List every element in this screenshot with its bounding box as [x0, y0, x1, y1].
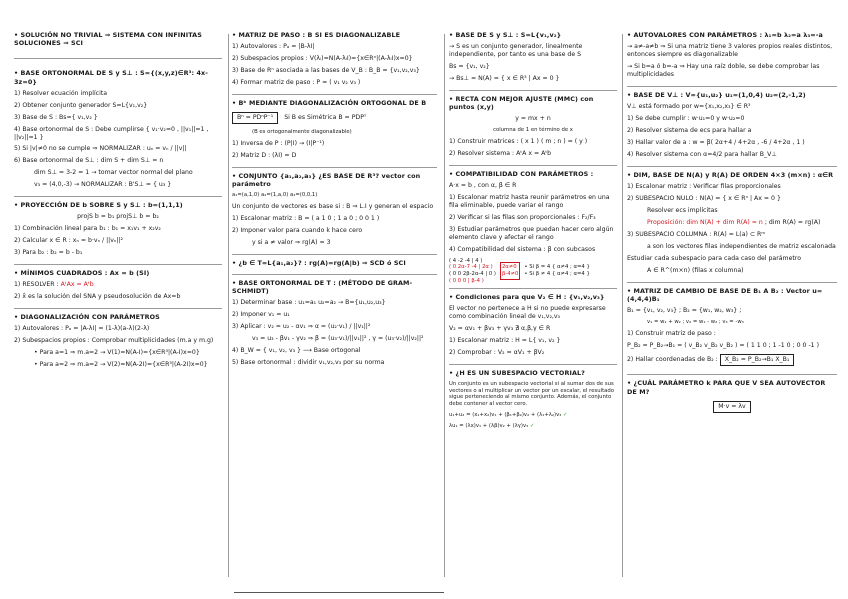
text-line [627, 400, 837, 414]
text-line: v₁ = w₁ + w₂ ; v₂ = w₁ - w₂ ; v₃ = -w₃ [647, 318, 744, 325]
subcases [524, 264, 589, 278]
subcase: • Si β = 4 { α≠4 ; α=4 } [524, 264, 590, 271]
text-line: 2) Subespacios propios : Comprobar multiplicidades (m.a y m.g) [14, 337, 214, 345]
section-condiciones-h [449, 292, 617, 365]
text-fragment: Si B es Simétrica B = PDPᵀ [284, 114, 367, 122]
matrix-row: ( 0 2α-7 -4 | 2α ) [449, 264, 493, 271]
text-line: 4) Formar matriz de paso : P = ( v₁ v₂ v₃ ) [232, 79, 361, 86]
section-autovector-parametro [627, 378, 837, 420]
text-fragment: u₁+u₂ = (x₁+x₂)v₁ + (β₁+β₂)v₂ + (λ₁+λ₂)v₃ [449, 411, 562, 418]
text-line: El vector no pertenece a H si no puede expresarse como combinación lineal de v₁,v₂,v₃ [449, 304, 606, 320]
text-line: 3) Aplicar : v₂ = u₂ - αv₁ ⇒ α = (u₂·v₁) / ||v₁||² [232, 323, 371, 331]
text-line: B₁ = {v₁, v₂, v₃} ; B₂ = {w₁, w₂, w₃} ; [627, 306, 742, 314]
section-base-s-perp [449, 30, 617, 91]
condition: β-4≠0 [501, 271, 519, 278]
text-line: 1) Construir matrices : ( x 1 ) ( m ; n ) = ( y ) [449, 138, 588, 146]
text-fragment: Proposición: [647, 218, 687, 226]
section-title: • BASE DE V⊥ : V={u₁,u₂} u₁=(1,0,4) u₂=(2,-1,2) [627, 91, 837, 99]
text-line: 1) Escalonar matriz : H = L{ v₁, v₂ } [449, 336, 561, 344]
subcase: • Si β ≠ 4 { α≠4 ; α=4 } [524, 271, 590, 278]
text-line: 1) Determinar base : u₁=a₁ u₂=a₂ → B={u₁,u₂,u₃} [232, 299, 386, 307]
text-line: → Si b=a ó b=-a ⇒ Hay una raíz doble, se debe comprobar las multiplicidades [627, 63, 820, 78]
section-compatibilidad [449, 169, 617, 289]
text-line: 6) Base ortonormal de S⊥ : dim S + dim S⊥ = n [14, 157, 164, 165]
section-b-en-t [232, 258, 437, 275]
text-line: 2) Obtener conjunto generador S=L{v₁,v₂} [14, 101, 148, 109]
text-line: 2) Verificar si las filas son proporcionales : F₂/F₃ [449, 213, 596, 221]
text-line: y = mx + n [515, 115, 551, 123]
section-title: • Bᵏ MEDIANTE DIAGONALIZACIÓN ORTOGONAL DE B [232, 99, 437, 107]
section-title: • COMPATIBILIDAD CON PARÁMETROS : [449, 170, 617, 178]
text-line: → S es un conjunto generador, linealmente independiente, por tanto es una base de S [449, 43, 583, 59]
section-dim-base-nucleo [627, 170, 837, 283]
bottom-divider [234, 592, 444, 593]
text-line: 4) Resolver sistema con α=4/2 para hallar B_V⊥ [627, 150, 777, 158]
section-solucion-no-trivial [14, 30, 222, 59]
text-line: A·x = b , con α, β ∈ R [449, 182, 517, 190]
section-title: • MÍNIMOS CUADRADOS : Ax = b (SI) [14, 269, 222, 277]
text-line [449, 423, 617, 430]
section-title: • Condiciones para que V₂ ∈ H : {v₁,v₂,v₃} [449, 293, 617, 301]
text-line [627, 353, 837, 367]
section-title: • DIAGONALIZACIÓN CON PARÁMETROS [14, 313, 222, 321]
section-title: • BASE DE S y S⊥ : S=L{v₁,v₂} [449, 31, 617, 39]
text-line: 2) x̂ es la solución del SNA y pseudosolución de Ax=b [14, 293, 181, 301]
check-icon: ✓ [529, 422, 535, 429]
text-line: → Bs⊥ = N(A) = { x ∈ R³ | Ax = 0 } [449, 75, 560, 82]
section-title: • AUTOVALORES CON PARÁMETROS : λ₁=b λ₂=a λ₃=-a [627, 31, 837, 39]
text-line: 1) Inversa de P : (P|I) → (I|P⁻¹) [232, 139, 325, 147]
section-diagonalizacion-ortogonal [232, 98, 437, 168]
text-line: Un conjunto es un subespacio vectorial si al sumar dos de sus vectores o al multiplicar un vector por un escalar, el resultado sigue perteneciendo al mismo conjunto. Además, el conjunto debe contener al vector cero. [449, 380, 615, 408]
text-line: dim S⊥ = 3-2 = 1 → tomar vector normal del plano [34, 169, 193, 177]
condition-box [500, 262, 520, 280]
column-4 [627, 30, 837, 587]
text-line: • Para a=1 ⇒ m.a=2 → V(1)=N(A-I)={x∈R³|(A-I)x=0} [34, 349, 200, 357]
text-line: 2) Imponer valor para cuando k hace cero [232, 226, 363, 234]
text-line: 5) Si |v|≠0 no se cumple ⇒ NORMALIZAR : uₙ = vₙ / ||v|| [14, 145, 187, 153]
formula-box: X_B₂ = P_B₂→B₁ X_B₁ [720, 354, 795, 366]
section-proyeccion [14, 200, 222, 265]
text-line: a₁=(a,1,0) a₂=(1,a,0) a₃=(0,0,1) [232, 192, 318, 199]
text-line: 4) Base ortonormal de S : Debe cumplirse { v₁·v₂=0 , ||v₁||=1 , ||v₂||=1 } [14, 125, 209, 141]
text-fragment: 2) Hallar coordenadas de B₂ : [627, 356, 718, 364]
section-base-ortonormal [14, 68, 222, 197]
augmented-matrix-block [449, 258, 617, 285]
section-title: • PROYECCIÓN DE b SOBRE S y S⊥ : b=(1,1,1) [14, 201, 222, 209]
section-recta-mejor-ajuste [449, 94, 617, 166]
text-line: 1) Escalonar matriz : B = ( a 1 0 ; 1 a 0 ; 0 0 1 ) [232, 214, 380, 222]
text-line: y si a ≠ valor ⇒ rg(A) = 3 [252, 238, 331, 246]
matrix-row: ( 0 0 0 | β-4 ) [449, 277, 484, 284]
text-line: 3) Base de Rⁿ asociada a las bases de V_B : B_B = {v₁,v₂,v₃} [232, 67, 420, 75]
text-line: 3) Base de S : Bs={ v₁,v₂ } [14, 113, 98, 121]
text-fragment: ; dim R(A) = rg(A) [762, 218, 821, 226]
normal-equation: AᵗAx = Aᵗb [60, 281, 94, 289]
text-fragment: λu₁ = (λx)v₁ + (λβ)v₂ + (λγ)v₃ [449, 422, 529, 429]
text-line: 3) Hallar valor de a : w = β( 2α+4 / 4+2α , -6 / 4+2α , 1 ) [627, 138, 805, 146]
text-line: 5) Base ortonormal : dividir v₁,v₂,v₃ por su norma [232, 358, 385, 366]
text-line: 1) Se debe cumplir : w·u₁=0 y w·u₂=0 [627, 115, 745, 123]
text-line: columna de 1 en término de x [493, 127, 573, 134]
column-1 [14, 30, 222, 587]
section-matriz-de-paso [232, 30, 437, 95]
text-line: V₂ = αv₁ + βv₃ + γv₃ ∄ α,β,γ ∈ R [449, 324, 551, 332]
text-line: 1) Autovalores : Pₐ = |A-λI| = (1-λ)(a-λ)(2-λ) [14, 325, 150, 333]
section-conjunto-base [232, 171, 437, 255]
rank-nullity-theorem: dim N(A) + dim R(A) = n [686, 218, 763, 226]
column-divider [444, 34, 445, 577]
text-line: Estudiar cada subespacio para cada caso del parámetro [627, 254, 802, 262]
section-title: • SOLUCIÓN NO TRIVIAL ⇒ SISTEMA CON INFINITAS SOLUCIONES ⇒ SCI [14, 31, 222, 47]
text-line: 2) Subespacios propios : V(λᵢ)=N(A-λᵢI)={x∈Rⁿ|(A-λᵢI)x=0} [232, 55, 413, 63]
text-line [14, 281, 222, 289]
section-autovalores-parametros [627, 30, 837, 87]
section-title: • ¿b ∈ T=L{a₁,a₂}? : rg(A)=rg(A|b) ⇒ SCD ó SCI [232, 259, 437, 267]
formula-box: Bⁿ = PDⁿP⁻¹ [232, 112, 278, 124]
text-line: 2) Imponer v₁ = u₁ [232, 311, 290, 319]
text-line: 2) Resolver sistema de ecs para hallar a [627, 127, 752, 134]
text-line: V⊥ está formado por w={x₁,x₂,x₃} ∈ R³ [627, 103, 751, 111]
check-icon: ✓ [563, 411, 568, 418]
column-2 [232, 30, 437, 587]
text-line: a son los vectores filas independientes de matriz escalonada [647, 242, 836, 250]
section-subespacio-vectorial [449, 368, 617, 437]
text-line: 2) Resolver sistema : AᵗA x = Aᵗb [449, 149, 552, 157]
section-title: • ¿H ES UN SUBESPACIO VECTORIAL? [449, 369, 617, 377]
text-line: v₃ = u₃ - βv₁ - γv₂ ⇒ β = (u₃·v₁)/||v₁||² , γ = (u₃·v₂)/||v₂||² [252, 334, 424, 342]
section-title: • MATRIZ DE PASO : B SI ES DIAGONALIZABLE [232, 31, 437, 39]
section-title: • BASE ORTONORMAL DE S y S⊥ : S={(x,y,z)∈R³: 4x-3z=0} [14, 69, 222, 85]
section-minimos-cuadrados [14, 268, 222, 309]
text-line [449, 412, 617, 419]
formula-box: M·v = λv [713, 401, 750, 413]
text-line: 4) Compatibilidad del sistema : β con subcasos [449, 245, 596, 253]
text-line: A ∈ R^(m×n) (filas x columna) [647, 266, 744, 274]
section-title: • DIM, BASE DE N(A) y R(A) DE ORDEN 4×3 (m×n) : α∈R [627, 171, 837, 179]
text-line: P_B₂ = P_B₂→B₁ = ( v_B₂ v_B₂ v_B₂ ) = ( 1 1 0 ; 1 -1 0 ; 0 0 -1 ) [627, 341, 819, 349]
section-title: • MATRIZ DE CAMBIO DE BASE DE B₁ A B₂ : Vector u=(4,4,4)B₁ [627, 287, 837, 303]
text-line: 1) Escalonar matriz : Verificar filas proporcionales [627, 183, 781, 190]
section-title: • CONJUNTO {a₁,a₂,a₃} ¿ES BASE DE R³? vector con parámetro [232, 172, 437, 188]
text-line: 3) Para b₂ : b₂ = b - b₁ [14, 249, 83, 257]
section-cambio-de-base [627, 286, 837, 376]
augmented-matrix [449, 258, 496, 285]
matrix-row: ( 4 -2 -4 | 4 ) [449, 257, 483, 264]
text-line: (B es ortogonalmente diagonalizable) [252, 129, 352, 136]
column-3 [449, 30, 617, 587]
text-line: projS b = b₁ projS⊥ b = b₂ [77, 213, 159, 221]
column-divider [228, 34, 229, 577]
text-line: 1) Autovalores : Pₐ = |B-λI| [232, 43, 315, 51]
text-line: • Para a=2 ⇒ m.a=2 → V(2)=N(A-2I)={x∈R³|(A-2I)x=0} [34, 361, 208, 369]
text-line: v₃ = (4,0,-3) → NORMALIZAR : B'S⊥ = { u₃ } [34, 181, 172, 189]
column-divider [622, 34, 623, 577]
text-line: Un conjunto de vectores es base si : B ⇒ L.I y generan el espacio [232, 202, 434, 210]
section-diagonalizacion-parametros [14, 312, 222, 376]
text-line: 1) Combinación lineal para b₁ : b₁ = x₁v₁ + x₂v₂ [14, 225, 161, 233]
text-line [627, 219, 837, 227]
text-line: 2) Comprobar : V₂ = αV₁ + βV₂ [449, 348, 545, 356]
condition: 2α≠0 [501, 264, 517, 271]
section-base-v-perp [627, 90, 837, 167]
section-gram-schmidt [232, 278, 437, 374]
text-fragment: 1) RESOLVER : [14, 281, 61, 289]
text-line: → a≠-a≠b ⇒ Si una matriz tiene 3 valores propios reales distintos, entonces siempre es diagonalizable [627, 43, 833, 59]
text-line: 4) B_W = { v₁, v₂, v₃ } ⟶ Base ortogonal [232, 346, 361, 354]
matrix-row: ( 0 0 2β-2α-4 | 0 ) [449, 271, 496, 278]
text-line: Resolver ecs implícitas [647, 206, 718, 214]
text-line: Bs = {v₁, v₂} [449, 63, 490, 71]
text-line: 1) Escalonar matriz hasta reunir parámetros en una fila eliminable, puede variar el rango [449, 194, 610, 209]
text-line: 2) SUBESPACIO NULO : N(A) = { x ∈ Rⁿ | Ax = 0 } [627, 194, 781, 202]
section-title: • BASE ORTONORMAL DE T : (MÉTODO DE GRAM-SCHMIDT) [232, 279, 437, 295]
section-title: • ¿CUÁL PARÁMETRO k PARA QUE V SEA AUTOVECTOR DE M? [627, 379, 837, 395]
section-title: • RECTA CON MEJOR AJUSTE (MMC) con puntos (x,y) [449, 95, 617, 111]
text-line: 3) Estudiar parámetros que puedan hacer cero algún elemento clave y afectar el rango [449, 225, 614, 241]
text-line [232, 111, 437, 125]
text-line: 1) Construir matriz de paso : [627, 329, 716, 337]
text-line: 1) Resolver ecuación implícita [14, 89, 108, 97]
text-line: 3) SUBESPACIO COLUMNA : R(A) = L(a) ⊂ Rᵐ [627, 230, 766, 238]
text-line: 2) Matriz D : (λI) = D [232, 151, 297, 159]
text-line: 2) Calcular x ∈ R : xₙ = b·vₙ / ||vₙ||² [14, 237, 124, 245]
